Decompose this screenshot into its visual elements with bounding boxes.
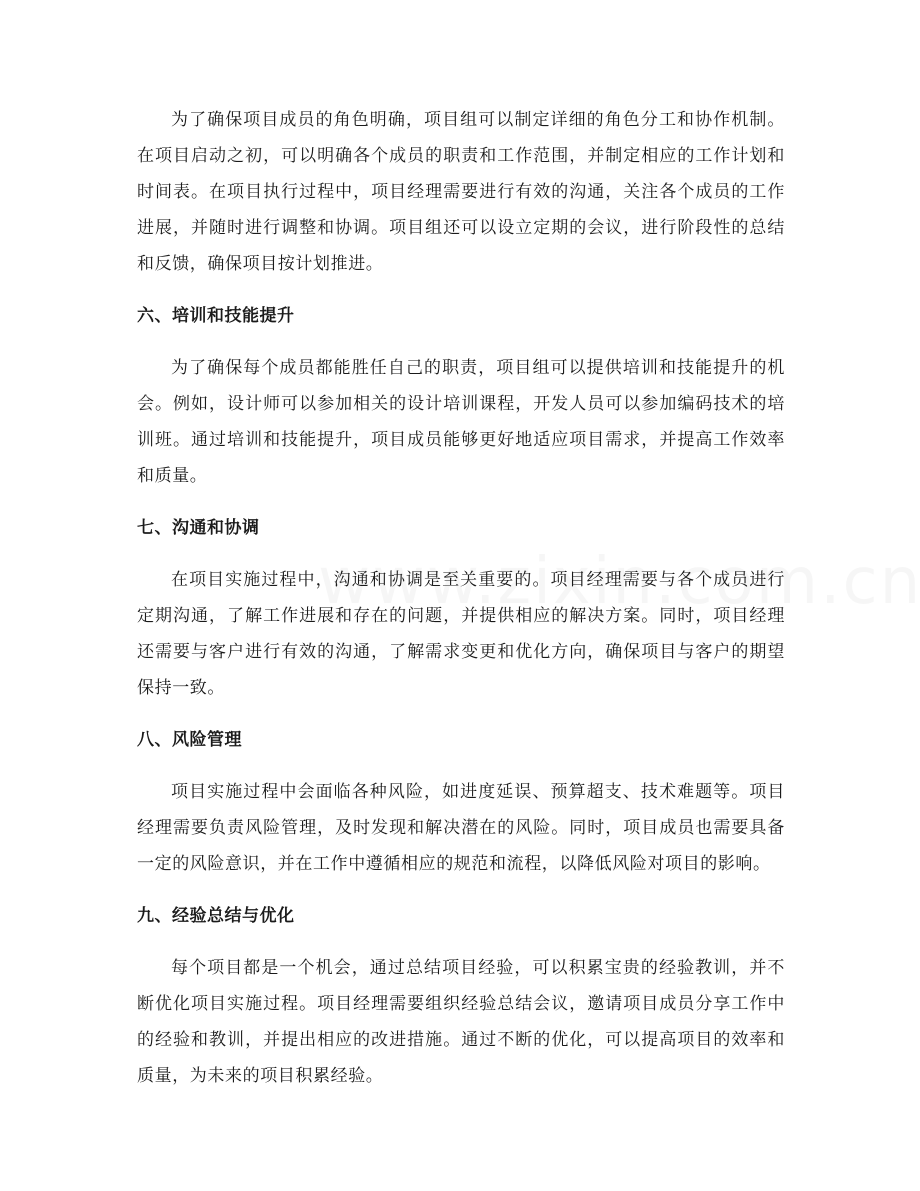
section-body-training: 为了确保每个成员都能胜任自己的职责，项目组可以提供培训和技能提升的机会。例如，设计师可以参加相关的设计培训课程，开发人员可以参加编码技术的培训班。通过培训和技能提升，项目成员能够更好地适应项目需求，并提高工作效率和质量。 <box>137 358 785 486</box>
intro-paragraph: 为了确保项目成员的角色明确，项目组可以制定详细的角色分工和协作机制。在项目启动之初，可以明确各个成员的职责和工作范围，并制定相应的工作计划和时间表。在项目执行过程中，项目经理需要进行有效的沟通，关注各个成员的工作进展，并随时进行调整和协调。项目组还可以设立定期的会议，进行阶段性的总结和反馈，确保项目按计划推进。 <box>137 110 785 274</box>
section-heading-risk: 八、风险管理 <box>137 730 242 750</box>
section-heading-review: 九、经验总结与优化 <box>137 906 295 926</box>
section-body-review: 每个项目都是一个机会，通过总结项目经验，可以积累宝贵的经验教训，并不断优化项目实施过程。项目经理需要组织经验总结会议，邀请项目成员分享工作中的经验和教训，并提出相应的改进措施。通过不断的优化，可以提高项目的效率和质量，为未来的项目积累经验。 <box>137 958 785 1086</box>
section-body-risk: 项目实施过程中会面临各种风险，如进度延误、预算超支、技术难题等。项目经理需要负责风险管理，及时发现和解决潜在的风险。同时，项目成员也需要具备一定的风险意识，并在工作中遵循相应的规范和流程，以降低风险对项目的影响。 <box>137 782 785 874</box>
section-body-communication: 在项目实施过程中，沟通和协调是至关重要的。项目经理需要与各个成员进行定期沟通，了解工作进展和存在的问题，并提供相应的解决方案。同时，项目经理还需要与客户进行有效的沟通，了解需求变更和优化方向，确保项目与客户的期望保持一致。 <box>137 570 785 698</box>
document-body <box>137 102 785 1094</box>
section-heading-training: 六、培训和技能提升 <box>137 306 295 326</box>
section-heading-communication: 七、沟通和协调 <box>137 518 260 538</box>
